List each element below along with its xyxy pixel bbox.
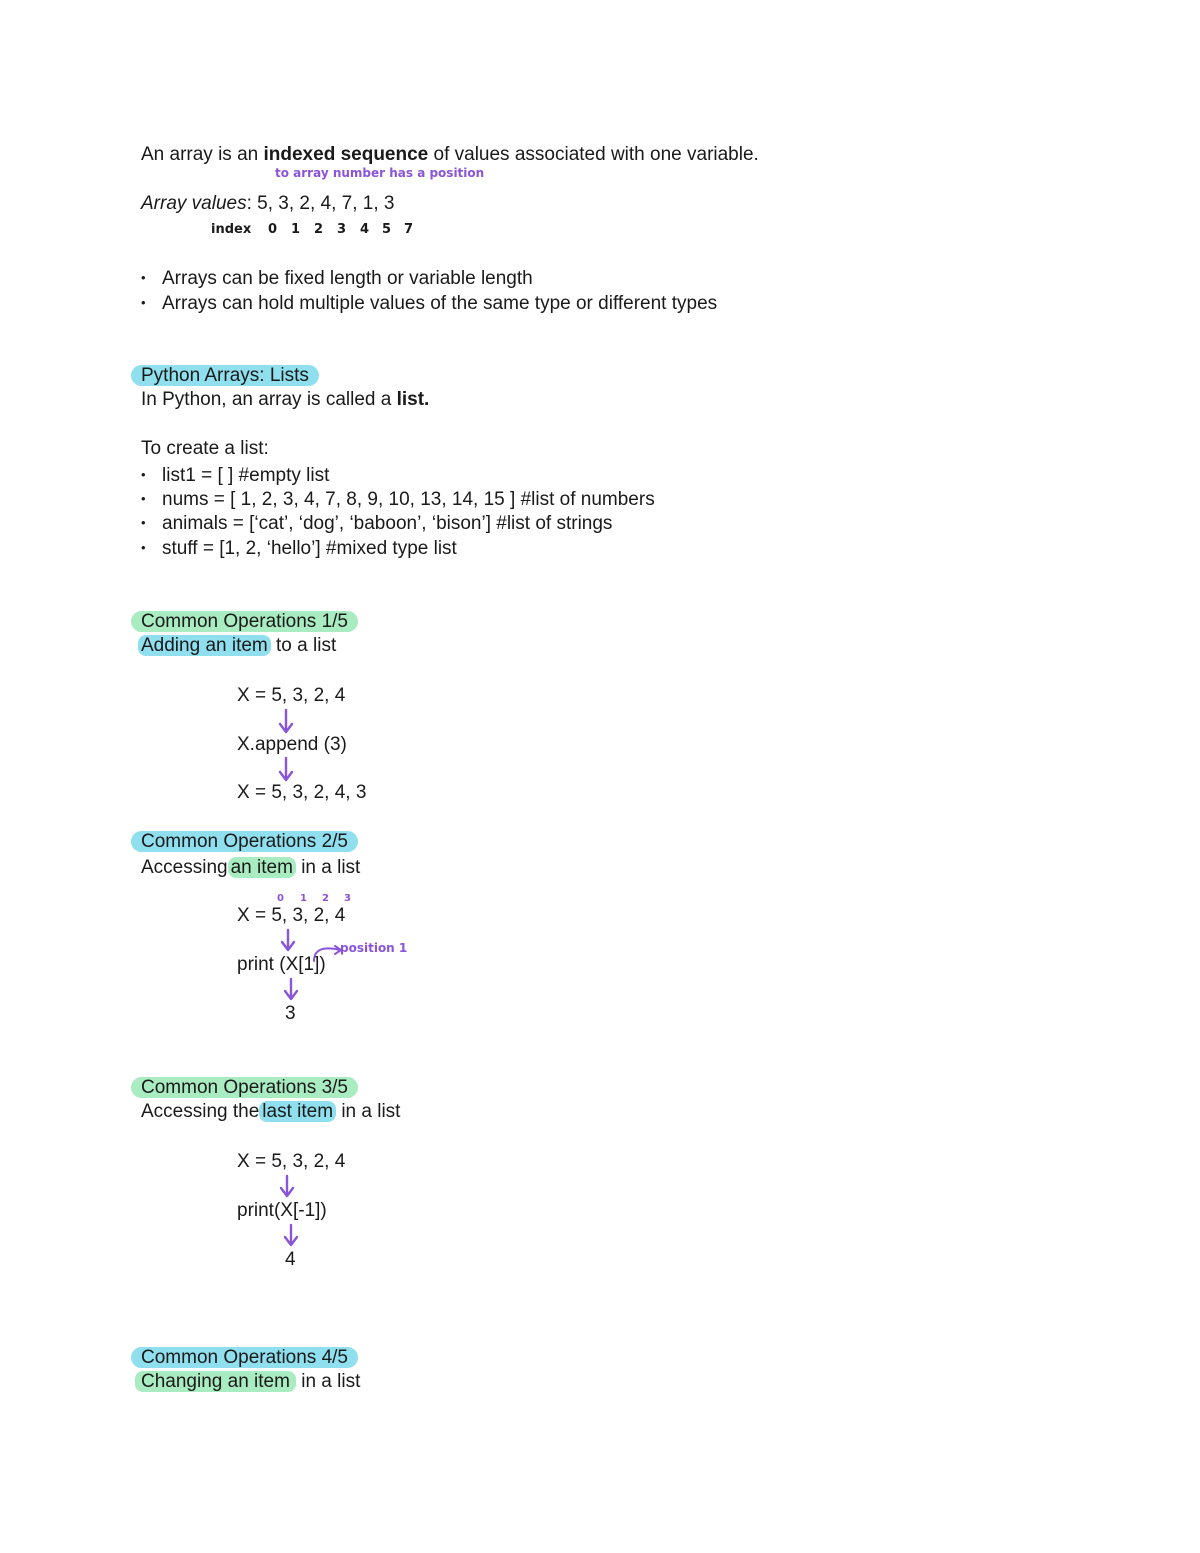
index-num-3: 3 (337, 222, 347, 237)
down-arrow-icon (279, 709, 293, 735)
op4-heading: Common Operations 4/5 (141, 1346, 358, 1370)
index-num-4: 4 (360, 222, 370, 237)
down-arrow-icon (280, 1175, 294, 1199)
bullet-icon: • (141, 540, 146, 555)
handwritten-note-position: to array number has a position (275, 166, 485, 180)
op2-line3: 3 (285, 1003, 296, 1024)
down-arrow-icon (284, 1224, 298, 1248)
op3-line3: 4 (285, 1249, 296, 1270)
list-example-item: • nums = [ 1, 2, 3, 4, 7, 8, 9, 10, 13, 14, 15 ] #list of numbers (141, 489, 655, 510)
list-example-item: • list1 = [ ] #empty list (141, 465, 330, 486)
list-example-item: • stuff = [1, 2, ‘hello’] #mixed type list (141, 538, 457, 559)
op1-line2: X.append (3) (237, 734, 347, 755)
array-values-label: Array values (141, 193, 247, 214)
op3-line2: print(X[-1]) (237, 1200, 327, 1221)
bullet-icon: • (141, 491, 146, 506)
op1-line3: X = 5, 3, 2, 4, 3 (237, 782, 367, 803)
op1-heading: Common Operations 1/5 (141, 610, 358, 634)
index-num-3: 3 (344, 893, 351, 904)
op3-line1: X = 5, 3, 2, 4 (237, 1151, 346, 1172)
index-num-0: 0 (277, 893, 284, 904)
op3-description: Accessing the last item in a list (141, 1101, 401, 1122)
op2-heading: Common Operations 2/5 (141, 830, 358, 854)
create-list-label: To create a list: (141, 438, 269, 459)
bullet-item: • Arrays can hold multiple values of the same type or different types (141, 293, 718, 314)
op1-description: Adding an item to a list (141, 634, 336, 658)
array-values-values: : 5, 3, 2, 4, 7, 1, 3 (246, 193, 395, 214)
index-num-1: 1 (291, 222, 301, 237)
index-label: index (211, 222, 252, 237)
op4-description: Changing an item in a list (141, 1370, 360, 1394)
bullet-icon: • (141, 467, 146, 482)
python-heading: Python Arrays: Lists (141, 364, 319, 388)
python-definition: In Python, an array is called a list. (141, 389, 430, 410)
op1-line1: X = 5, 3, 2, 4 (237, 685, 346, 706)
op2-description: Accessing an item in a list (141, 857, 361, 878)
down-arrow-icon (281, 929, 295, 953)
index-num-2: 2 (314, 222, 324, 237)
bullet-icon: • (141, 270, 146, 285)
op3-heading: Common Operations 3/5 (141, 1076, 358, 1100)
list-example-item: • animals = [‘cat’, ‘dog’, ‘baboon’, ‘bison’] #list of strings (141, 513, 613, 534)
bullet-item: • Arrays can be fixed length or variable length (141, 268, 533, 289)
intro-pre: An array is an (141, 144, 264, 165)
bullet-icon: • (141, 295, 146, 310)
index-num-1: 1 (300, 893, 307, 904)
intro-sentence (141, 143, 759, 167)
intro-post: of values associated with one variable. (428, 144, 759, 165)
index-num-6: 7 (404, 222, 414, 237)
bullet-icon: • (141, 515, 146, 530)
down-arrow-icon (279, 757, 293, 783)
array-values-line (141, 192, 394, 216)
index-num-2: 2 (322, 893, 329, 904)
op2-line2: print (X[1]) (237, 954, 326, 975)
index-num-0: 0 (268, 222, 278, 237)
op2-line1: X = 5, 3, 2, 4 (237, 905, 346, 926)
handwritten-note-position-1: position 1 (340, 941, 408, 955)
intro-bold: indexed sequence (263, 144, 429, 165)
down-arrow-icon (284, 978, 298, 1002)
index-num-5: 5 (382, 222, 392, 237)
